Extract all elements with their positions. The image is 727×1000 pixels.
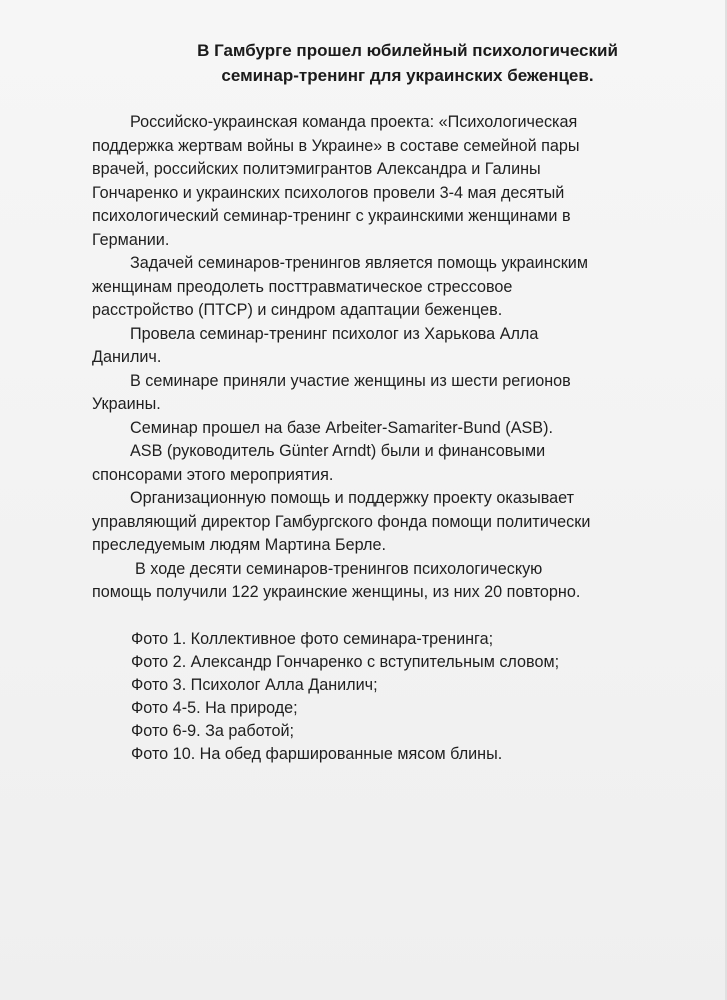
paragraph-line: Данилич. [92,348,162,366]
photo-caption: Фото 10. На обед фаршированные мясом блины. [131,745,503,764]
paragraph-line: В семинаре приняли участие женщины из шести регионов [130,371,571,390]
photo-caption: Фото 4-5. На природе; [131,699,298,718]
document-title [0,38,725,88]
paragraph-line: В ходе десяти семинаров-тренингов психологическую [135,559,543,578]
paragraph-line: Задачей семинаров-тренингов является помощь украинским [130,254,588,272]
photo-caption: Фото 3. Психолог Алла Данилич; [131,675,378,694]
paragraph-line: преследуемым людям Мартина Берле. [92,536,387,554]
paragraph-line: врачей, российских политэмигрантов Александра и Галины [92,160,541,178]
photo-caption: Фото 1. Коллективное фото семинара-тренинга; [131,629,494,648]
paragraph-line: Германии. [92,230,170,249]
document-body [92,111,702,767]
paragraph-line: расстройство (ПТСР) и синдром адаптации беженцев. [92,301,503,319]
paragraph-line: поддержка жертвам войны в Украине» в составе семейной пары [92,136,580,155]
paragraph-line: помощь получили 122 украинские женщины, из них 20 повторно. [92,583,581,601]
photo-caption: Фото 2. Александр Гончаренко с вступительным словом; [131,652,560,671]
paragraph-line: Провела семинар-тренинг психолог из Харькова Алла [130,324,539,343]
paragraph-line: Организационную помощь и поддержку проекту оказывает [130,489,575,507]
spacer [92,605,702,628]
paragraph-line: управляющий директор Гамбургского фонда помощи политически [92,512,591,531]
paragraph-line: психологический семинар-тренинг с украинскими женщинами в [92,207,571,225]
photo-list [92,628,702,767]
paragraph-line: Семинар прошел на базе Arbeiter-Samariter-Bund (ASB). [130,418,553,437]
title-line-2: семинар-тренинг для украинских беженцев. [221,66,594,85]
paragraph-line: Украины. [92,395,161,413]
paragraph-line: Гончаренко и украинских психологов провели 3-4 мая десятый [92,183,565,202]
paragraph-line: ASB (руководитель Günter Arndt) были и финансовыми [130,442,546,460]
title-line-1: В Гамбурге прошел юбилейный психологический [197,41,618,60]
photo-caption: Фото 6-9. За работой; [131,722,295,741]
paragraph-line: женщинам преодолеть посттравматическое стрессовое [92,277,513,296]
paragraph-line: спонсорами этого мероприятия. [92,465,334,484]
paragraph-line: Российско-украинская команда проекта: «Психологическая [130,113,578,131]
